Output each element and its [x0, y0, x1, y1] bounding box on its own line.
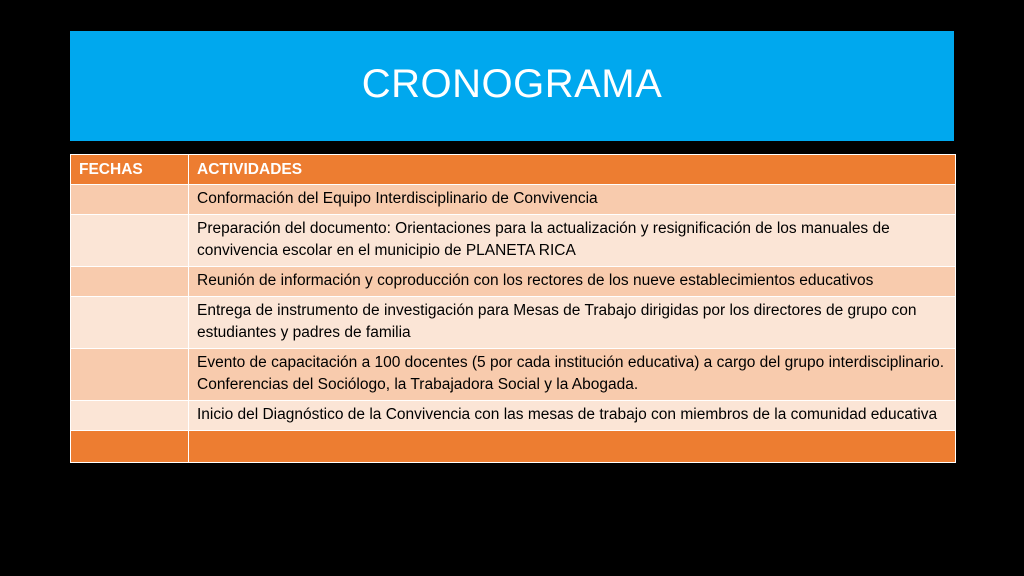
- table-row: [71, 215, 956, 267]
- actividad-cell: Reunión de información y coproducción con los rectores de los nueve establecimientos educativos: [189, 267, 956, 297]
- slide-title: CRONOGRAMA: [361, 61, 663, 106]
- table-row: [71, 267, 956, 297]
- table-row: [71, 401, 956, 431]
- footer-fecha-cell: [71, 431, 189, 463]
- header-fechas: FECHAS: [71, 155, 189, 185]
- fecha-cell: [71, 349, 189, 401]
- schedule-table: [70, 154, 956, 463]
- fecha-cell: [71, 401, 189, 431]
- fecha-cell: [71, 185, 189, 215]
- table-row: [71, 185, 956, 215]
- table-footer-row: [71, 431, 956, 463]
- actividad-cell: Evento de capacitación a 100 docentes (5 por cada institución educativa) a cargo del grupo interdisciplinario. Conferencias del Sociólogo, la Trabajadora Social y la Abogada.: [189, 349, 956, 401]
- fecha-cell: [71, 297, 189, 349]
- footer-actividad-cell: [189, 431, 956, 463]
- fecha-cell: [71, 267, 189, 297]
- actividad-cell: Inicio del Diagnóstico de la Convivencia con las mesas de trabajo con miembros de la comunidad educativa: [189, 401, 956, 431]
- actividad-cell: Preparación del documento: Orientaciones para la actualización y resignificación de los manuales de convivencia escolar en el municipio de PLANETA RICA: [189, 215, 956, 267]
- table-row: [71, 349, 956, 401]
- header-actividades: ACTIVIDADES: [189, 155, 956, 185]
- title-bar: [70, 31, 954, 141]
- table-row: [71, 297, 956, 349]
- table-header-row: [71, 155, 956, 185]
- fecha-cell: [71, 215, 189, 267]
- actividad-cell: Conformación del Equipo Interdisciplinario de Convivencia: [189, 185, 956, 215]
- actividad-cell: Entrega de instrumento de investigación para Mesas de Trabajo dirigidas por los directores de grupo con estudiantes y padres de familia: [189, 297, 956, 349]
